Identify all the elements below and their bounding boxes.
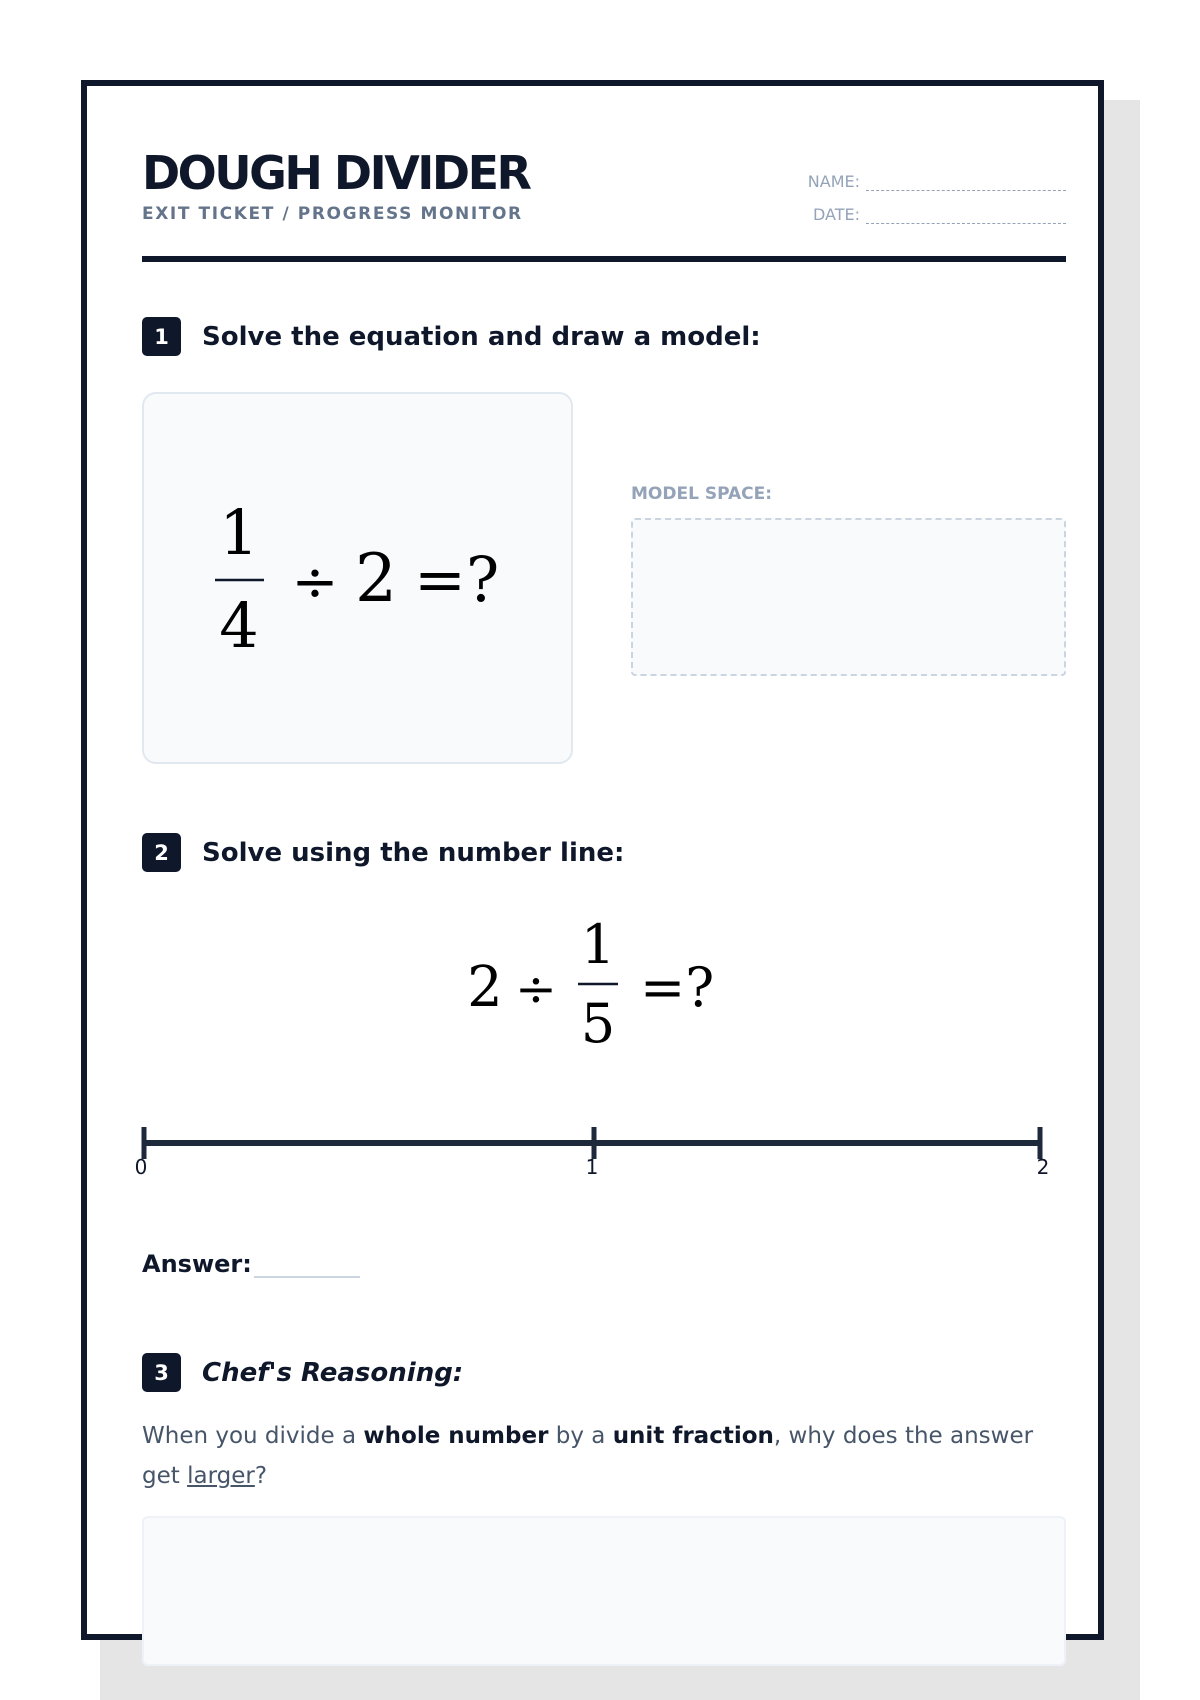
answer-blank[interactable] <box>254 1246 360 1278</box>
equation-1 <box>144 394 570 761</box>
eq2-numerator: 1 <box>580 913 616 976</box>
date-blank[interactable] <box>866 209 1066 224</box>
date-field[interactable] <box>813 205 1066 224</box>
tick-label-2: 2 <box>1036 1155 1050 1179</box>
eq2-equals: =? <box>640 956 715 1019</box>
question-3-prompt: Chef's Reasoning: <box>202 1357 464 1388</box>
header-divider <box>142 256 1066 262</box>
eq1-numerator: 1 <box>219 496 259 569</box>
worksheet-subtitle: EXIT TICKET / PROGRESS MONITOR <box>142 204 523 224</box>
reason-underlined-larger: larger <box>187 1463 255 1489</box>
question-1-heading <box>142 317 761 356</box>
question-2-badge: 2 <box>142 833 181 872</box>
question-2-heading <box>142 833 624 872</box>
question-2-prompt: Solve using the number line: <box>202 837 625 868</box>
question-3-badge: 3 <box>142 1353 181 1392</box>
question-3-heading <box>142 1353 463 1392</box>
tick-label-0: 0 <box>134 1155 148 1179</box>
answer-label: Answer: <box>142 1250 252 1278</box>
model-space-label: MODEL SPACE: <box>631 484 773 504</box>
eq1-denominator: 4 <box>219 589 259 662</box>
model-space-box[interactable] <box>631 518 1066 676</box>
name-blank[interactable] <box>866 176 1066 191</box>
reason-bold-whole-number: whole number <box>363 1423 549 1449</box>
date-label: DATE: <box>812 205 860 224</box>
eq2-dividend: 2 <box>467 955 503 1020</box>
name-field[interactable] <box>808 172 1066 191</box>
question-1-badge: 1 <box>142 317 181 356</box>
reason-text-4: ? <box>254 1463 268 1489</box>
worksheet <box>81 80 1104 1640</box>
equation-card <box>142 392 573 764</box>
reasoning-answer-box[interactable] <box>142 1516 1066 1666</box>
tick-label-1: 1 <box>585 1155 599 1179</box>
eq1-equals: =? <box>414 543 500 616</box>
worksheet-title: DOUGH DIVIDER <box>142 146 530 200</box>
reason-bold-unit-fraction: unit fraction <box>612 1423 774 1449</box>
eq1-divisor: 2 <box>355 540 397 617</box>
number-line <box>132 1116 1082 1186</box>
name-label: NAME: <box>807 172 860 191</box>
reason-text-1: When you divide a <box>142 1423 364 1449</box>
eq2-denominator: 5 <box>580 992 616 1055</box>
eq1-operator: ÷ <box>291 550 339 615</box>
answer-row <box>142 1246 360 1278</box>
reason-text-3: , why does the answer get <box>142 1423 1034 1489</box>
eq2-operator: ÷ <box>515 960 557 1018</box>
reasoning-question <box>142 1416 1066 1496</box>
reason-text-2: by a <box>548 1423 613 1449</box>
equation-2 <box>442 906 762 1056</box>
question-1-prompt: Solve the equation and draw a model: <box>202 321 761 352</box>
